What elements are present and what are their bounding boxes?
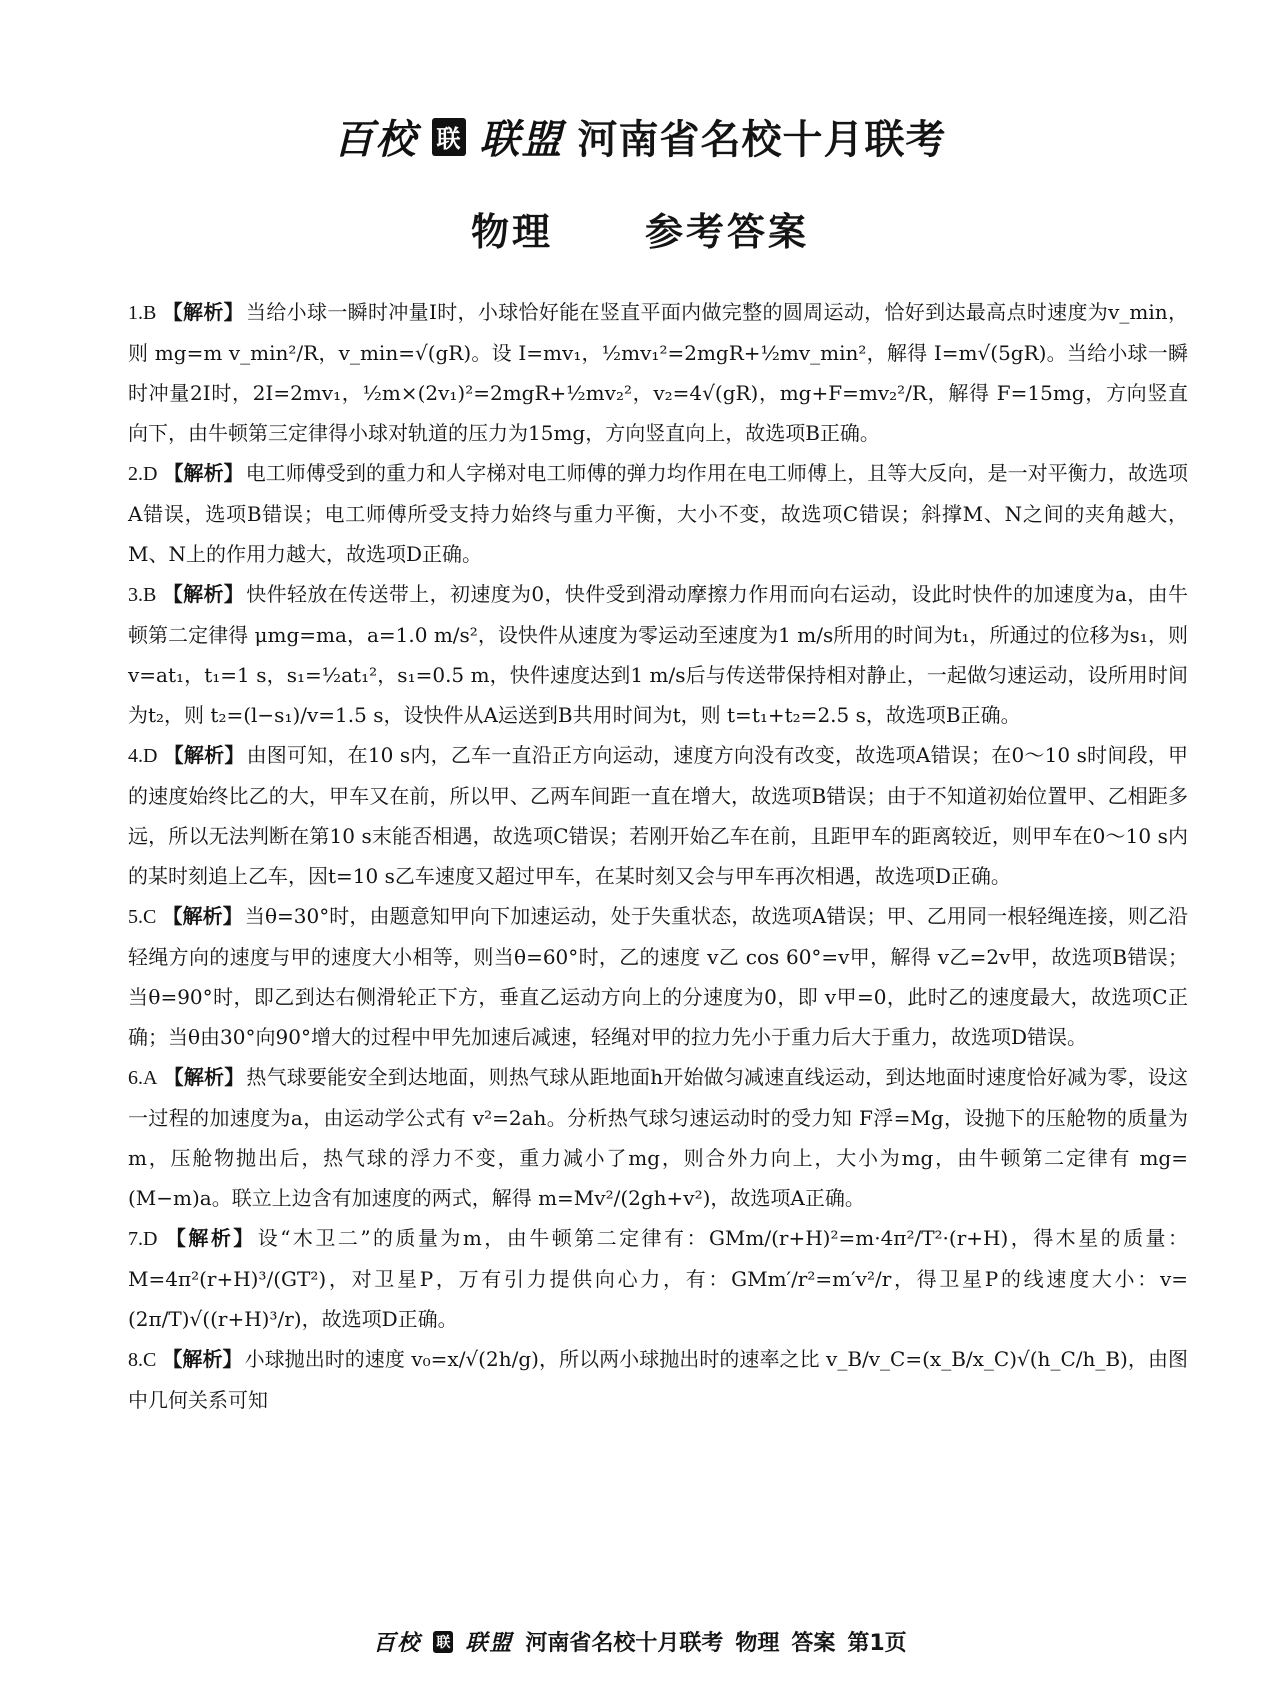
- analysis-tag: 【解析】: [163, 1226, 256, 1250]
- answer-text: 当给小球一瞬时冲量I时，小球恰好能在竖直平面内做完整的圆周运动，恰好到达最高点时速度为v_min，则 mg=m v_min²/R，v_min=√(gR)。设 I=mv₁，½mv₁²=2mgR+½mv_min²，解得 I=m√(5gR)。当给小球一瞬时冲量2I时，2I=2mv₁，½m×(2v₁)²=2mgR+½mv₂²，v₂=4√(gR)，mg+F=mv₂²/R，解得 F=15mg，方向竖直向下，由牛顿第三定律得小球对轨道的压力为15mg，方向竖直向上，故选项B正确。: [128, 300, 1188, 445]
- answer-item-5: [128, 896, 1188, 1057]
- answer-number: 8.C: [128, 1349, 157, 1371]
- answer-item-7: [128, 1218, 1188, 1339]
- answer-item-3: [128, 574, 1188, 735]
- answer-text: 快件轻放在传送带上，初速度为0，快件受到滑动摩擦力作用而向右运动，设此时快件的加速度为a，由牛顿第二定律得 μmg=ma，a=1.0 m/s²，设快件从速度为零运动至速度为1 m/s所用的时间为t₁，所通过的位移为s₁，则 v=at₁，t₁=1 s，s₁=½at₁²，s₁=0.5 m，快件速度达到1 m/s后与传送带保持相对静止，一起做匀速运动，设所用时间为t₂，则 t₂=(l−s₁)/v=1.5 s，设快件从A运送到B共用时间为t，则 t=t₁+t₂=2.5 s，故选项B正确。: [128, 582, 1189, 727]
- footer-page-number: 第1页: [847, 1631, 907, 1656]
- analysis-tag: 【解析】: [163, 743, 245, 767]
- answer-text: 热气球要能安全到达地面，则热气球从距地面h开始做匀减速直线运动，到达地面时速度恰好减为零，设这一过程的加速度为a，由运动学公式有 v²=2ah。分析热气球匀速运动时的受力知 F浮=Mg，设抛下的压舱物的质量为m，压舱物抛出后，热气球的浮力不变，重力减小了mg，则合外力向上，大小为mg，由牛顿第二定律有 mg=(M−m)a。联立上边含有加速度的两式，解得 m=Mv²/(2gh+v²)，故选项A正确。: [128, 1065, 1188, 1210]
- answer-text: 小球抛出时的速度 v₀=x/√(2h/g)，所以两小球抛出时的速率之比 v_B/v_C=(x_B/x_C)√(h_C/h_B)，由图中几何关系可知: [128, 1347, 1188, 1412]
- answer-number: 3.B: [128, 584, 157, 606]
- answer-number: 1.B: [128, 302, 157, 324]
- exam-title: 河南省名校十月联考: [577, 117, 947, 163]
- analysis-tag: 【解析】: [162, 582, 245, 606]
- answer-item-4: [128, 735, 1188, 896]
- brand-logo-right: 联盟: [479, 116, 564, 163]
- answer-text: 由图可知，在10 s内，乙车一直沿正方向运动，速度方向没有改变，故选项A错误；在0～10 s时间段，甲的速度始终比乙的大，甲车又在前，所以甲、乙两车间距一直在增大，故选项B错误；由于不知道初始位置甲、乙相距多远，所以无法判断在第10 s末能否相遇，故选项C错误；若刚开始乙车在前，且距甲车的距离较近，则甲车在0～10 s内的某时刻追上乙车，因t=10 s乙车速度又超过甲车，在某时刻又会与甲车再次相遇，故选项D正确。: [128, 743, 1189, 888]
- answer-text: 设“木卫二”的质量为m，由牛顿第二定律有：GMm/(r+H)²=m·4π²/T²·(r+H)，得木星的质量：M=4π²(r+H)³/(GT²)，对卫星P，万有引力提供向心力，有：GMm′/r²=m′v²/r，得卫星P的线速度大小：v=(2π/T)√((r+H)³/r)，故选项D正确。: [128, 1226, 1188, 1331]
- analysis-tag: 【解析】: [162, 300, 244, 324]
- answer-number: 4.D: [128, 745, 158, 767]
- footer-subject: 物理: [735, 1631, 780, 1656]
- footer-brand-left: 百校: [373, 1630, 422, 1656]
- analysis-tag: 【解析】: [162, 1347, 243, 1371]
- footer-doc-type: 答案: [791, 1631, 836, 1656]
- answer-item-8: [128, 1339, 1188, 1420]
- page-header: [0, 108, 1280, 256]
- analysis-tag: 【解析】: [163, 461, 244, 485]
- subtitle-row: [0, 201, 1280, 256]
- analysis-tag: 【解析】: [163, 1065, 245, 1089]
- answer-number: 6.A: [128, 1067, 158, 1089]
- answer-text: 电工师傅受到的重力和人字梯对电工师傅的弹力均作用在电工师傅上，且等大反向，是一对平衡力，故选项A错误，选项B错误；电工师傅所受支持力始终与重力平衡，大小不变，故选项C错误；斜撑M、N之间的夹角越大，M、N上的作用力越大，故选项D正确。: [128, 461, 1188, 566]
- doc-type-title: 参考答案: [645, 210, 810, 254]
- footer-exam-name: 河南省名校十月联考: [525, 1631, 724, 1656]
- answer-number: 7.D: [128, 1228, 158, 1250]
- answer-list: [128, 292, 1188, 1420]
- footer-brand-right: 联盟: [465, 1630, 514, 1656]
- brand-logo-left: 百校: [333, 116, 418, 163]
- brand-title-row: [0, 108, 1280, 165]
- answer-number: 2.D: [128, 463, 158, 485]
- answer-item-6: [128, 1057, 1188, 1218]
- answer-number: 5.C: [128, 906, 157, 928]
- analysis-tag: 【解析】: [162, 904, 243, 928]
- subject-title: 物理: [470, 210, 553, 254]
- answer-text: 当θ=30°时，由题意知甲向下加速运动，处于失重状态，故选项A错误；甲、乙用同一根轻绳连接，则乙沿轻绳方向的速度与甲的速度大小相等，则当θ=60°时，乙的速度 v乙 cos 60°=v甲，解得 v乙=2v甲，故选项B错误；当θ=90°时，即乙到达右侧滑轮正下方，垂直乙运动方向上的分速度为0，即 v甲=0，此时乙的速度最大，故选项C正确；当θ由30°向90°增大的过程中甲先加速后减速，轻绳对甲的拉力先小于重力后大于重力，故选项D错误。: [128, 904, 1188, 1049]
- page-footer: [0, 1626, 1280, 1657]
- footer-seal-icon: 联: [433, 1631, 453, 1653]
- seal-icon: 联: [432, 118, 466, 156]
- answer-item-2: [128, 453, 1188, 574]
- answer-item-1: [128, 292, 1188, 453]
